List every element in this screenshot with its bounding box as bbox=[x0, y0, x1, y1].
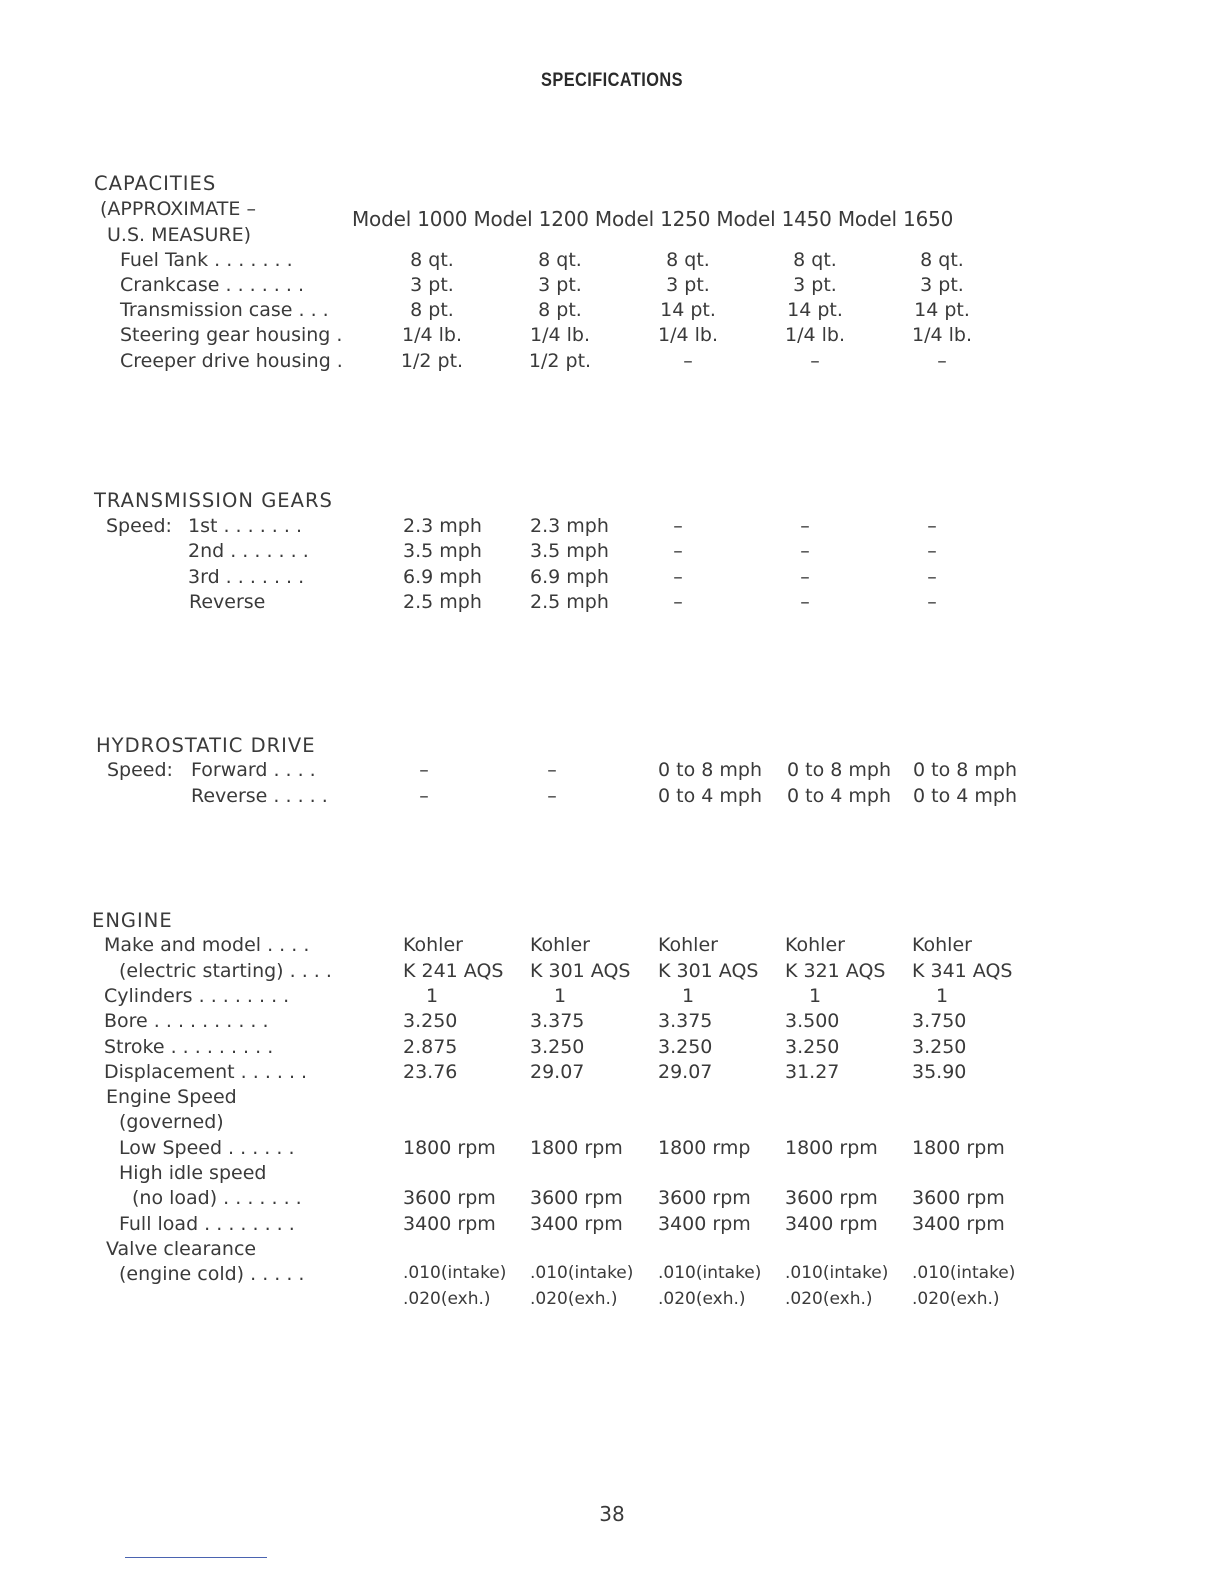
row-label: 3rd . . . . . . . bbox=[188, 566, 305, 588]
table-cell: .020(exh.) bbox=[785, 1289, 873, 1309]
table-cell: .020(exh.) bbox=[530, 1289, 618, 1309]
table-cell: – bbox=[927, 591, 937, 613]
table-cell: K 341 AQS bbox=[912, 960, 1013, 982]
table-cell: 3 pt. bbox=[793, 274, 837, 296]
table-cell: 1800 rpm bbox=[530, 1137, 623, 1159]
table-cell: – bbox=[927, 540, 937, 562]
table-cell: – bbox=[810, 350, 820, 372]
table-cell: 1/2 pt. bbox=[400, 350, 464, 372]
table-cell: 6.9 mph bbox=[403, 566, 482, 588]
table-cell: Kohler bbox=[785, 934, 845, 956]
table-cell: 29.07 bbox=[530, 1061, 585, 1083]
table-cell: 3600 rpm bbox=[403, 1187, 496, 1209]
table-row bbox=[0, 350, 1224, 376]
table-row bbox=[0, 299, 1224, 325]
row-label: 1st . . . . . . . bbox=[188, 515, 302, 537]
table-row bbox=[0, 1061, 1224, 1087]
page-title: SPECIFICATIONS bbox=[541, 70, 683, 91]
table-cell: 0 to 4 mph bbox=[913, 785, 1017, 807]
table-cell: 8 pt. bbox=[538, 299, 582, 321]
table-row bbox=[0, 540, 1224, 566]
table-row bbox=[0, 515, 1224, 541]
table-cell: Kohler bbox=[658, 934, 718, 956]
row-label: Forward . . . . bbox=[191, 759, 316, 781]
table-cell: 3.750 bbox=[912, 1010, 967, 1032]
table-cell: 8 qt. bbox=[920, 249, 964, 271]
table-cell: 2.3 mph bbox=[403, 515, 482, 537]
table-cell: 14 pt. bbox=[787, 299, 843, 321]
row-label: Displacement . . . . . . bbox=[104, 1061, 308, 1083]
table-row bbox=[0, 324, 1224, 350]
table-cell: 3600 rpm bbox=[530, 1187, 623, 1209]
table-cell: 35.90 bbox=[912, 1061, 967, 1083]
table-cell: 1/4 lb. bbox=[912, 324, 972, 346]
speed-label: Speed: bbox=[107, 759, 173, 781]
table-cell: – bbox=[927, 566, 937, 588]
table-cell: 1/4 lb. bbox=[785, 324, 845, 346]
table-cell: 8 qt. bbox=[793, 249, 837, 271]
hydrostatic-heading: HYDROSTATIC DRIVE bbox=[96, 734, 316, 757]
table-cell: – bbox=[673, 566, 683, 588]
table-row bbox=[0, 785, 1224, 811]
table-cell: – bbox=[547, 785, 557, 807]
table-cell: 3400 rpm bbox=[530, 1213, 623, 1235]
table-cell: 3400 rpm bbox=[912, 1213, 1005, 1235]
high-idle-label: High idle speed bbox=[119, 1162, 267, 1184]
capacities-subheading-1: (APPROXIMATE – bbox=[100, 198, 256, 220]
table-cell: 0 to 8 mph bbox=[658, 759, 762, 781]
table-cell: 3.5 mph bbox=[530, 540, 609, 562]
table-row bbox=[0, 566, 1224, 592]
table-cell: 3.250 bbox=[785, 1036, 840, 1058]
table-cell: 2.875 bbox=[403, 1036, 458, 1058]
table-cell: 1 bbox=[425, 985, 439, 1007]
table-row bbox=[0, 960, 1224, 986]
table-row bbox=[0, 591, 1224, 617]
row-label: Transmission case . . . bbox=[120, 299, 329, 321]
table-cell: 29.07 bbox=[658, 1061, 713, 1083]
row-label: Crankcase . . . . . . . bbox=[120, 274, 304, 296]
table-cell: .010(intake) bbox=[403, 1263, 507, 1283]
row-label: Reverse bbox=[189, 591, 266, 613]
table-cell: 3.250 bbox=[912, 1036, 967, 1058]
table-cell: 3 pt. bbox=[410, 274, 454, 296]
row-label: Reverse . . . . . bbox=[191, 785, 328, 807]
table-cell: 0 to 8 mph bbox=[787, 759, 891, 781]
row-label: Bore . . . . . . . . . . bbox=[104, 1010, 269, 1032]
table-cell: 14 pt. bbox=[914, 299, 970, 321]
table-cell: 8 pt. bbox=[410, 299, 454, 321]
table-cell: 1 bbox=[553, 985, 567, 1007]
table-cell: – bbox=[800, 591, 810, 613]
table-row bbox=[0, 1263, 1224, 1289]
table-cell: 8 qt. bbox=[410, 249, 454, 271]
table-cell: 0 to 4 mph bbox=[658, 785, 762, 807]
table-cell: 0 to 4 mph bbox=[787, 785, 891, 807]
table-cell: Kohler bbox=[530, 934, 590, 956]
table-cell: 3 pt. bbox=[920, 274, 964, 296]
table-cell: 3400 rpm bbox=[403, 1213, 496, 1235]
row-label: Steering gear housing . bbox=[120, 324, 343, 346]
valve-clearance-label: Valve clearance bbox=[106, 1238, 257, 1260]
table-row bbox=[0, 1187, 1224, 1213]
table-cell: – bbox=[547, 759, 557, 781]
table-cell: 3600 rpm bbox=[658, 1187, 751, 1209]
row-label: (engine cold) . . . . . bbox=[119, 1263, 305, 1285]
table-row bbox=[0, 1137, 1224, 1163]
row-label: Fuel Tank . . . . . . . bbox=[120, 249, 293, 271]
model-header: Model 1000 Model 1200 Model 1250 Model 1450 Model 1650 bbox=[352, 207, 954, 231]
table-cell: 3400 rpm bbox=[658, 1213, 751, 1235]
bottom-rule bbox=[125, 1557, 267, 1558]
table-cell: 0 to 8 mph bbox=[913, 759, 1017, 781]
table-cell: 3.375 bbox=[658, 1010, 713, 1032]
table-row bbox=[0, 985, 1224, 1011]
table-cell: .020(exh.) bbox=[912, 1289, 1000, 1309]
engine-heading: ENGINE bbox=[92, 909, 173, 932]
table-cell: .010(intake) bbox=[658, 1263, 762, 1283]
table-row bbox=[0, 1289, 1224, 1315]
table-cell: – bbox=[419, 785, 429, 807]
table-cell: 31.27 bbox=[785, 1061, 840, 1083]
table-cell: – bbox=[927, 515, 937, 537]
row-label: Make and model . . . . bbox=[104, 934, 310, 956]
table-cell: .010(intake) bbox=[785, 1263, 889, 1283]
capacities-heading: CAPACITIES bbox=[94, 172, 217, 195]
transmission-heading: TRANSMISSION GEARS bbox=[94, 489, 333, 512]
table-cell: 1800 rpm bbox=[912, 1137, 1005, 1159]
table-cell: 14 pt. bbox=[660, 299, 716, 321]
row-label: Creeper drive housing . bbox=[120, 350, 343, 372]
table-row bbox=[0, 249, 1224, 275]
table-cell: 2.5 mph bbox=[403, 591, 482, 613]
table-cell: – bbox=[800, 515, 810, 537]
table-cell: 3.5 mph bbox=[403, 540, 482, 562]
table-cell: 1800 rmp bbox=[658, 1137, 751, 1159]
row-label: 2nd . . . . . . . bbox=[188, 540, 309, 562]
table-cell: 3600 rpm bbox=[912, 1187, 1005, 1209]
table-cell: K 321 AQS bbox=[785, 960, 886, 982]
table-cell: .020(exh.) bbox=[403, 1289, 491, 1309]
table-cell: 2.3 mph bbox=[530, 515, 609, 537]
speed-label: Speed: bbox=[106, 515, 172, 537]
table-cell: K 241 AQS bbox=[403, 960, 504, 982]
table-cell: 3.250 bbox=[530, 1036, 585, 1058]
table-cell: 1800 rpm bbox=[785, 1137, 878, 1159]
page-number: 38 bbox=[599, 1502, 625, 1526]
table-cell: – bbox=[800, 566, 810, 588]
table-cell: 1 bbox=[935, 985, 949, 1007]
table-cell: K 301 AQS bbox=[530, 960, 631, 982]
table-cell: 1 bbox=[681, 985, 695, 1007]
row-label: Cylinders . . . . . . . . bbox=[104, 985, 290, 1007]
table-cell: 3600 rpm bbox=[785, 1187, 878, 1209]
table-cell: 6.9 mph bbox=[530, 566, 609, 588]
table-row bbox=[0, 274, 1224, 300]
governed-label: (governed) bbox=[119, 1111, 224, 1133]
table-cell: 8 qt. bbox=[538, 249, 582, 271]
table-cell: – bbox=[683, 350, 693, 372]
row-label: Full load . . . . . . . . bbox=[119, 1213, 295, 1235]
table-cell: – bbox=[937, 350, 947, 372]
table-cell: 1800 rpm bbox=[403, 1137, 496, 1159]
table-cell: .020(exh.) bbox=[658, 1289, 746, 1309]
table-cell: Kohler bbox=[912, 934, 972, 956]
table-cell: K 301 AQS bbox=[658, 960, 759, 982]
table-cell: .010(intake) bbox=[530, 1263, 634, 1283]
table-cell: 3 pt. bbox=[666, 274, 710, 296]
table-cell: 3 pt. bbox=[538, 274, 582, 296]
table-row bbox=[0, 1036, 1224, 1062]
table-row bbox=[0, 934, 1224, 960]
capacities-subheading-2: U.S. MEASURE) bbox=[107, 224, 252, 246]
table-row bbox=[0, 1010, 1224, 1036]
table-row bbox=[0, 759, 1224, 785]
row-label: Low Speed . . . . . . bbox=[119, 1137, 295, 1159]
table-row bbox=[0, 1213, 1224, 1239]
table-cell: 3.375 bbox=[530, 1010, 585, 1032]
table-cell: 8 qt. bbox=[666, 249, 710, 271]
table-cell: 3400 rpm bbox=[785, 1213, 878, 1235]
table-cell: – bbox=[673, 591, 683, 613]
row-label: (electric starting) . . . . bbox=[119, 960, 332, 982]
row-label: Stroke . . . . . . . . . bbox=[104, 1036, 274, 1058]
table-cell: 23.76 bbox=[403, 1061, 458, 1083]
table-cell: 3.250 bbox=[403, 1010, 458, 1032]
table-cell: 3.500 bbox=[785, 1010, 840, 1032]
table-cell: Kohler bbox=[403, 934, 463, 956]
table-cell: – bbox=[800, 540, 810, 562]
table-cell: 1 bbox=[808, 985, 822, 1007]
table-cell: – bbox=[673, 515, 683, 537]
table-cell: – bbox=[419, 759, 429, 781]
engine-speed-label: Engine Speed bbox=[106, 1086, 237, 1108]
table-cell: 1/4 lb. bbox=[530, 324, 590, 346]
table-cell: 1/4 lb. bbox=[402, 324, 462, 346]
table-cell: – bbox=[673, 540, 683, 562]
table-cell: 3.250 bbox=[658, 1036, 713, 1058]
table-cell: 2.5 mph bbox=[530, 591, 609, 613]
row-label: (no load) . . . . . . . bbox=[132, 1187, 302, 1209]
table-cell: 1/2 pt. bbox=[528, 350, 592, 372]
table-cell: .010(intake) bbox=[912, 1263, 1016, 1283]
table-cell: 1/4 lb. bbox=[658, 324, 718, 346]
